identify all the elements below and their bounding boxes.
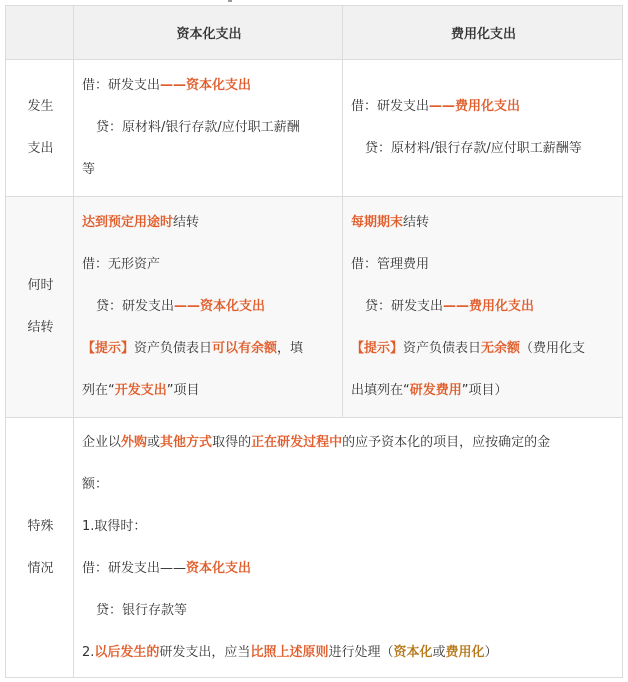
entry-line — [82, 328, 336, 370]
entry-highlight: 资本化支出 — [186, 560, 252, 576]
entry-text: 借：研发支出—— — [82, 560, 187, 576]
row-label-special — [6, 418, 74, 678]
entry-text: 研发支出，应当 — [159, 644, 251, 660]
entry-text: 出填列在“ — [351, 383, 410, 398]
header-capitalized: 资本化支出 — [74, 6, 343, 60]
entry-text: （费用化支 — [520, 341, 586, 356]
entry-highlight: 费用化 — [445, 644, 485, 660]
entry-line — [351, 286, 616, 328]
entry-line — [351, 328, 616, 370]
entry-highlight: 达到预定用途时 — [82, 215, 174, 230]
entry-line: 额： — [82, 476, 109, 492]
row-label-line: 特殊 — [27, 518, 54, 534]
entry-highlight: 其他方式 — [160, 434, 213, 450]
entry-highlight: 资本化 — [393, 644, 433, 660]
entry-line: 借：无形资产 — [82, 257, 161, 272]
entry-line: 贷：原材料/银行存款/应付职工薪酬等 — [365, 141, 582, 156]
row-label-transfer — [6, 197, 74, 418]
entry-line — [351, 202, 616, 244]
row-label-line: 发生 — [27, 99, 54, 114]
entry-highlight: 比照上述原则 — [250, 644, 329, 660]
cell-expensed-incurred — [343, 60, 623, 197]
entry-text: 企业以 — [82, 434, 122, 450]
entry-text: ） — [484, 644, 498, 660]
entry-text: ”项目 — [166, 383, 200, 398]
header-empty-cell — [6, 6, 74, 60]
row-label-line: 何时 — [27, 278, 54, 293]
table-header-row — [6, 6, 623, 60]
entry-highlight: 可以有余额 — [212, 341, 278, 356]
row-label-incurred — [6, 60, 74, 197]
entry-line: 1.取得时： — [82, 518, 147, 534]
entry-highlight: 以后发生的 — [94, 644, 160, 660]
cell-special-case — [74, 418, 623, 678]
entry-highlight: 正在研发过程中 — [251, 434, 343, 450]
entry-line: 贷：银行存款等 — [96, 602, 188, 618]
table-row — [6, 418, 623, 678]
entry-text: 或 — [432, 644, 446, 660]
rd-expenditure-table — [5, 5, 623, 678]
entry-line — [82, 202, 336, 244]
entry-highlight: 每期期末 — [351, 215, 404, 230]
entry-line: 等 — [82, 162, 96, 177]
entry-line — [82, 422, 616, 464]
top-edge-mark — [228, 0, 232, 2]
entry-line — [82, 65, 336, 107]
entry-text: ”项目） — [461, 383, 508, 398]
entry-highlight: 无余额 — [481, 341, 521, 356]
entry-text: 的应予资本化的项目，应按确定的金 — [342, 434, 551, 450]
entry-highlight: ——资本化支出 — [160, 78, 252, 93]
entry-text: 贷：研发支出 — [365, 299, 444, 314]
entry-text: 借：研发支出 — [351, 99, 430, 114]
entry-text: 资产负债表日 — [134, 341, 213, 356]
row-label-line: 支出 — [27, 141, 54, 156]
entry-highlight: 开发支出 — [114, 383, 167, 398]
entry-line: 贷：原材料/银行存款/应付职工薪酬 — [96, 120, 300, 135]
table-row — [6, 60, 623, 197]
entry-text: 借：研发支出 — [82, 78, 161, 93]
tip-label: 【提示】 — [351, 341, 404, 356]
entry-text: 资产负债表日 — [403, 341, 482, 356]
entry-text: 结转 — [403, 215, 430, 230]
entry-text: 列在“ — [82, 383, 115, 398]
entry-text: 2. — [82, 644, 95, 660]
entry-text: 进行处理（ — [328, 644, 394, 660]
cell-capitalized-transfer — [74, 197, 343, 418]
entry-highlight: 外购 — [121, 434, 148, 450]
entry-highlight: ——资本化支出 — [174, 299, 266, 314]
entry-line — [82, 632, 616, 674]
tip-label: 【提示】 — [82, 341, 135, 356]
entry-text: 结转 — [173, 215, 200, 230]
entry-text: 或 — [147, 434, 161, 450]
header-expensed: 费用化支出 — [343, 6, 623, 60]
entry-line — [82, 286, 336, 328]
entry-highlight: ——费用化支出 — [443, 299, 535, 314]
entry-text: 取得的 — [212, 434, 252, 450]
entry-text: ，填 — [277, 341, 304, 356]
entry-text: 贷：研发支出 — [96, 299, 175, 314]
entry-highlight: ——费用化支出 — [429, 99, 521, 114]
entry-highlight: 研发费用 — [409, 383, 462, 398]
entry-line — [351, 86, 616, 128]
entry-line — [82, 370, 336, 412]
cell-capitalized-incurred — [74, 60, 343, 197]
entry-line — [351, 370, 616, 412]
table-row — [6, 197, 623, 418]
row-label-line: 结转 — [27, 320, 54, 335]
entry-line: 借：管理费用 — [351, 257, 430, 272]
entry-line — [82, 548, 616, 590]
cell-expensed-transfer — [343, 197, 623, 418]
row-label-line: 情况 — [27, 560, 54, 576]
